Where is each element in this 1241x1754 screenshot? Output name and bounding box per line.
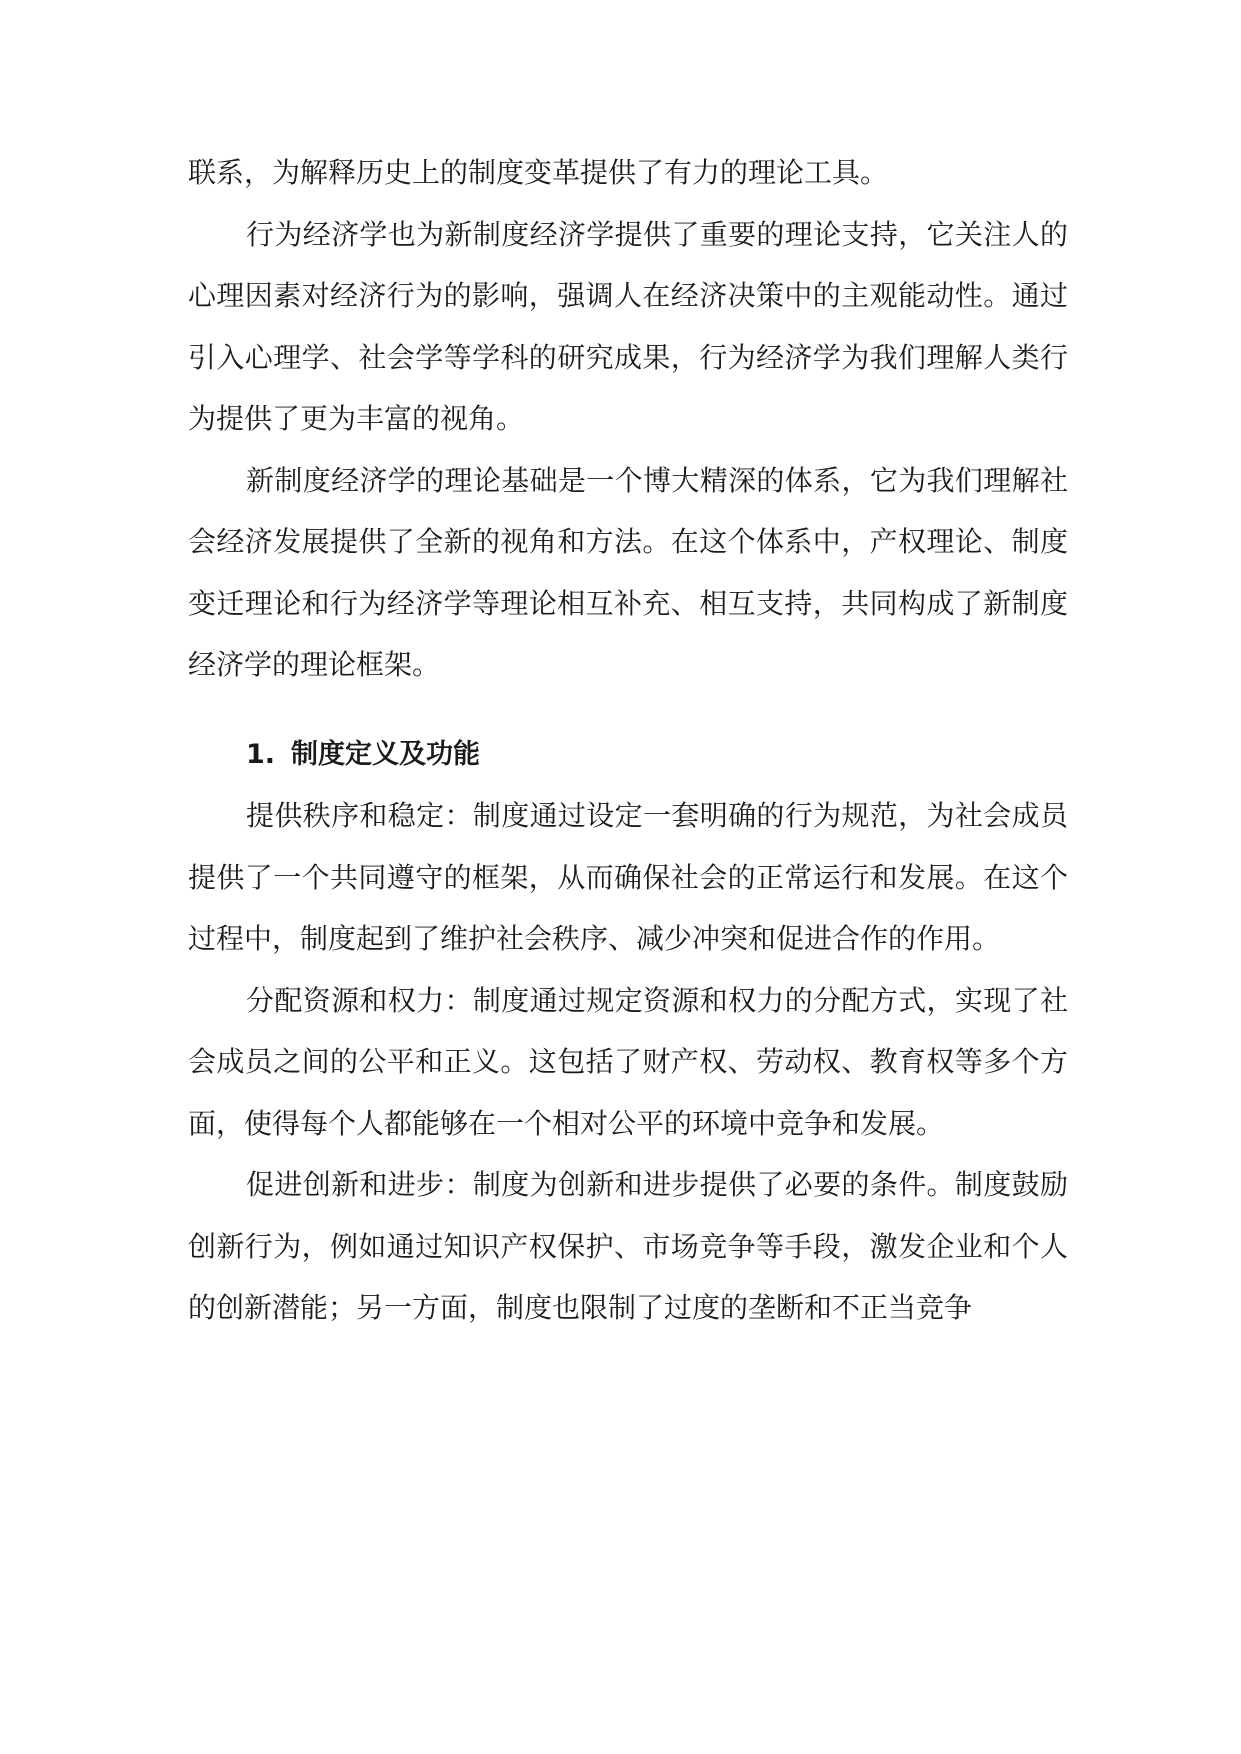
document-body	[188, 142, 1068, 1339]
section-number: 1.	[246, 738, 276, 770]
paragraph-theory-foundation: 新制度经济学的理论基础是一个博大精深的体系，它为我们理解社会经济发展提供了全新的视角和方法。在这个体系中，产权理论、制度变迁理论和行为经济学等理论相互补充、相互支持，共同构成了新制度经济学的理论框架。	[188, 463, 1068, 681]
section-heading	[188, 724, 1068, 786]
paragraph-continuation: 联系，为解释历史上的制度变革提供了有力的理论工具。	[188, 156, 889, 189]
section-title: 制度定义及功能	[291, 738, 481, 770]
paragraph-innovation: 促进创新和进步：制度为创新和进步提供了必要的条件。制度鼓励创新行为，例如通过知识产权保护、市场竞争等手段，激发企业和个人的创新潜能；另一方面，制度也限制了过度的垄断和不正当竞争	[188, 1168, 1068, 1324]
paragraph-behavioral-economics: 行为经济学也为新制度经济学提供了重要的理论支持，它关注人的心理因素对经济行为的影响，强调人在经济决策中的主观能动性。通过引入心理学、社会学等学科的研究成果，行为经济学为我们理解人类行为提供了更为丰富的视角。	[188, 217, 1068, 435]
paragraph-resource-allocation: 分配资源和权力：制度通过规定资源和权力的分配方式，实现了社会成员之间的公平和正义。这包括了财产权、劳动权、教育权等多个方面，使得每个人都能够在一个相对公平的环境中竞争和发展。	[188, 983, 1068, 1140]
paragraph-order-stability: 提供秩序和稳定：制度通过设定一套明确的行为规范，为社会成员提供了一个共同遵守的框架，从而确保社会的正常运行和发展。在这个过程中，制度起到了维护社会秩序、减少冲突和促进合作的作用。	[188, 799, 1068, 955]
